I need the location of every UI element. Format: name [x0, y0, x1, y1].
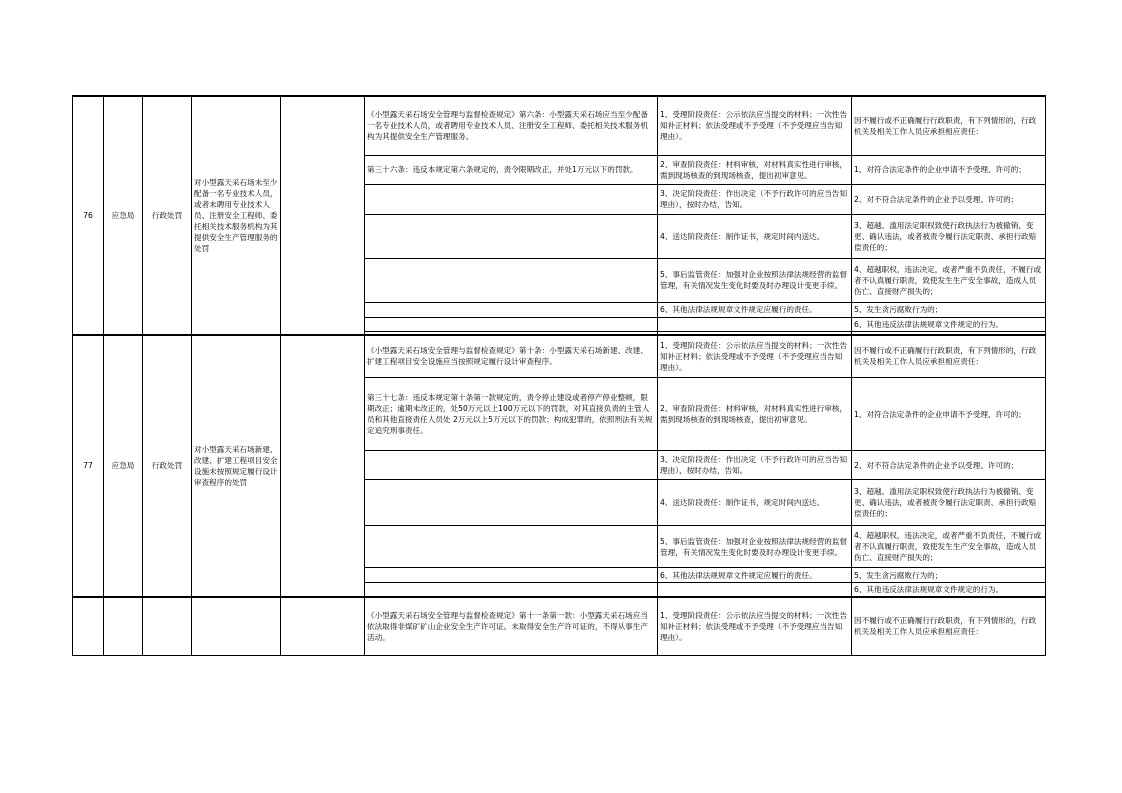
- basis-cell: 第三十六条：违反本规定第六条规定的，责令限期改正，并处1万元以下的罚款。: [365, 155, 658, 184]
- responsibility-cell: 6、其他法律法规规章文件规定应履行的责任。: [658, 568, 852, 583]
- department-cell: 应急局: [104, 96, 143, 335]
- fault-cell: 因不履行或不正确履行行政职责，有下列情形的，行政机关及相关工作人员应承担相应责任：: [852, 335, 1046, 378]
- fault-cell: 因不履行或不正确履行行政职责，有下列情形的，行政机关及相关工作人员应承担相应责任：: [852, 597, 1046, 655]
- responsibility-cell: 2、审查阶段责任：材料审核，对材料真实性进行审核，需到现场核查的到现场核查，提出初审意见。: [658, 155, 852, 184]
- basis-cell: [365, 526, 658, 568]
- responsibility-cell: 4、送达阶段责任：制作证书，规定时间内送达。: [658, 214, 852, 258]
- table-row: [73, 597, 1046, 655]
- item-name-cell: [192, 597, 281, 655]
- department-cell: [104, 597, 143, 655]
- fault-cell: 1、对符合法定条件的企业申请不予受理、许可的；: [852, 155, 1046, 184]
- responsibility-cell: 3、决定阶段责任：作出决定（不予行政许可的应当告知理由），按时办结，告知。: [658, 451, 852, 480]
- responsibility-cell: [658, 317, 852, 331]
- item-name-cell: 对小型露天采石场新建、改建、扩建工程项目安全设施未按照规定履行设计审查程序的处罚: [192, 335, 281, 598]
- basis-cell: 《小型露天采石场安全管理与监督检查规定》第十条：小型露天采石场新建、改建、扩建工程项目安全设施应当按照规定履行设计审查程序。: [365, 335, 658, 378]
- item-number: 76: [73, 96, 104, 335]
- responsibility-cell: 1、受理阶段责任：公示依法应当提交的材料；一次性告知补正材料；依法受理或不予受理（不予受理应当告知理由）。: [658, 96, 852, 155]
- basis-cell: [365, 583, 658, 598]
- basis-cell: [365, 480, 658, 526]
- basis-cell: [365, 302, 658, 317]
- empty-cell: [281, 597, 365, 655]
- basis-cell: [365, 317, 658, 331]
- responsibility-cell: 1、受理阶段责任：公示依法应当提交的材料；一次性告知补正材料；依法受理或不予受理（不予受理应当告知理由）。: [658, 335, 852, 378]
- responsibility-cell: 5、事后监管责任：加强对企业按照法律法规经营的监督管理，有关情况发生变化时要及时办理设计变更手续。: [658, 526, 852, 568]
- empty-cell: [281, 96, 365, 335]
- fault-cell: 6、其他违反法律法规规章文件规定的行为。: [852, 317, 1046, 331]
- table-row: [73, 335, 1046, 378]
- department-cell: 应急局: [104, 335, 143, 598]
- power-type-cell: 行政处罚: [143, 96, 192, 335]
- responsibility-cell: 1、受理阶段责任：公示依法应当提交的材料；一次性告知补正材料；依法受理或不予受理（不予受理应当告知理由）。: [658, 597, 852, 655]
- fault-cell: 1、对符合法定条件的企业申请不予受理、许可的；: [852, 378, 1046, 451]
- responsibility-cell: 6、其他法律法规规章文件规定应履行的责任。: [658, 302, 852, 317]
- item-name-cell: 对小型露天采石场未至少配备一名专业技术人员，或者未聘用专业技术人员、注册安全工程师、委托相关技术服务机构为其提供安全生产管理服务的处罚: [192, 96, 281, 335]
- fault-cell: 因不履行或不正确履行行政职责，有下列情形的，行政机关及相关工作人员应承担相应责任：: [852, 96, 1046, 155]
- empty-cell: [281, 335, 365, 598]
- responsibility-cell: 2、审查阶段责任：材料审核，对材料真实性进行审核，需到现场核查的到现场核查，提出初审意见。: [658, 378, 852, 451]
- fault-cell: 2、对不符合法定条件的企业予以受理、许可的；: [852, 451, 1046, 480]
- fault-cell: 4、超越职权，违法决定，或者严重不负责任，不履行或者不认真履行职责，致使发生生产安全事故，造成人员伤亡、直接财产损失的；: [852, 258, 1046, 302]
- fault-cell: 4、超越职权，违法决定，或者严重不负责任，不履行或者不认真履行职责，致使发生生产安全事故，造成人员伤亡、直接财产损失的；: [852, 526, 1046, 568]
- basis-cell: [365, 258, 658, 302]
- responsibility-table: [72, 95, 1046, 656]
- fault-cell: 5、发生贪污腐败行为的；: [852, 302, 1046, 317]
- responsibility-cell: [658, 583, 852, 598]
- item-number: 77: [73, 335, 104, 598]
- fault-cell: 2、对不符合法定条件的企业予以受理、许可的；: [852, 184, 1046, 214]
- basis-cell: [365, 214, 658, 258]
- basis-cell: 《小型露天采石场安全管理与监督检查规定》第十一条第一款：小型露天采石场应当依法取得非煤矿矿山企业安全生产许可证。未取得安全生产许可证的，不得从事生产活动。: [365, 597, 658, 655]
- basis-cell: 第三十七条：违反本规定第十条第一款规定的，责令停止建设或者停产停业整顿，限期改正；逾期未改正的，处50万元以上100万元以下的罚款，对其直接负责的主管人员和其他直接责任人员处 2万元以上5万元以下的罚款；构成犯罪的，依照刑法有关规定追究刑事责任。: [365, 378, 658, 451]
- responsibility-cell: 5、事后监管责任：加强对企业按照法律法规经营的监督管理，有关情况发生变化时要及时办理设计变更手续。: [658, 258, 852, 302]
- basis-cell: [365, 451, 658, 480]
- basis-cell: [365, 184, 658, 214]
- fault-cell: 5、发生贪污腐败行为的；: [852, 568, 1046, 583]
- power-type-cell: 行政处罚: [143, 335, 192, 598]
- basis-cell: 《小型露天采石场安全管理与监督检查规定》第六条：小型露天采石场应当至少配备一名专业技术人员，或者聘用专业技术人员、注册安全工程师、委托相关技术服务机构为其提供安全生产管理服务。: [365, 96, 658, 155]
- power-type-cell: [143, 597, 192, 655]
- fault-cell: 6、其他违反法律法规规章文件规定的行为。: [852, 583, 1046, 598]
- fault-cell: 3、超越、滥用法定职权致使行政执法行为被撤销、变更、确认违法，或者被责令履行法定职责、承担行政赔偿责任的；: [852, 480, 1046, 526]
- responsibility-cell: 4、送达阶段责任：制作证书，规定时间内送达。: [658, 480, 852, 526]
- table-row: [73, 96, 1046, 155]
- responsibility-cell: 3、决定阶段责任：作出决定（不予行政许可的应当告知理由），按时办结，告知。: [658, 184, 852, 214]
- fault-cell: 3、超越、滥用法定职权致使行政执法行为被撤销、变更、确认违法，或者被责令履行法定职责、承担行政赔偿责任的；: [852, 214, 1046, 258]
- item-number: [73, 597, 104, 655]
- basis-cell: [365, 568, 658, 583]
